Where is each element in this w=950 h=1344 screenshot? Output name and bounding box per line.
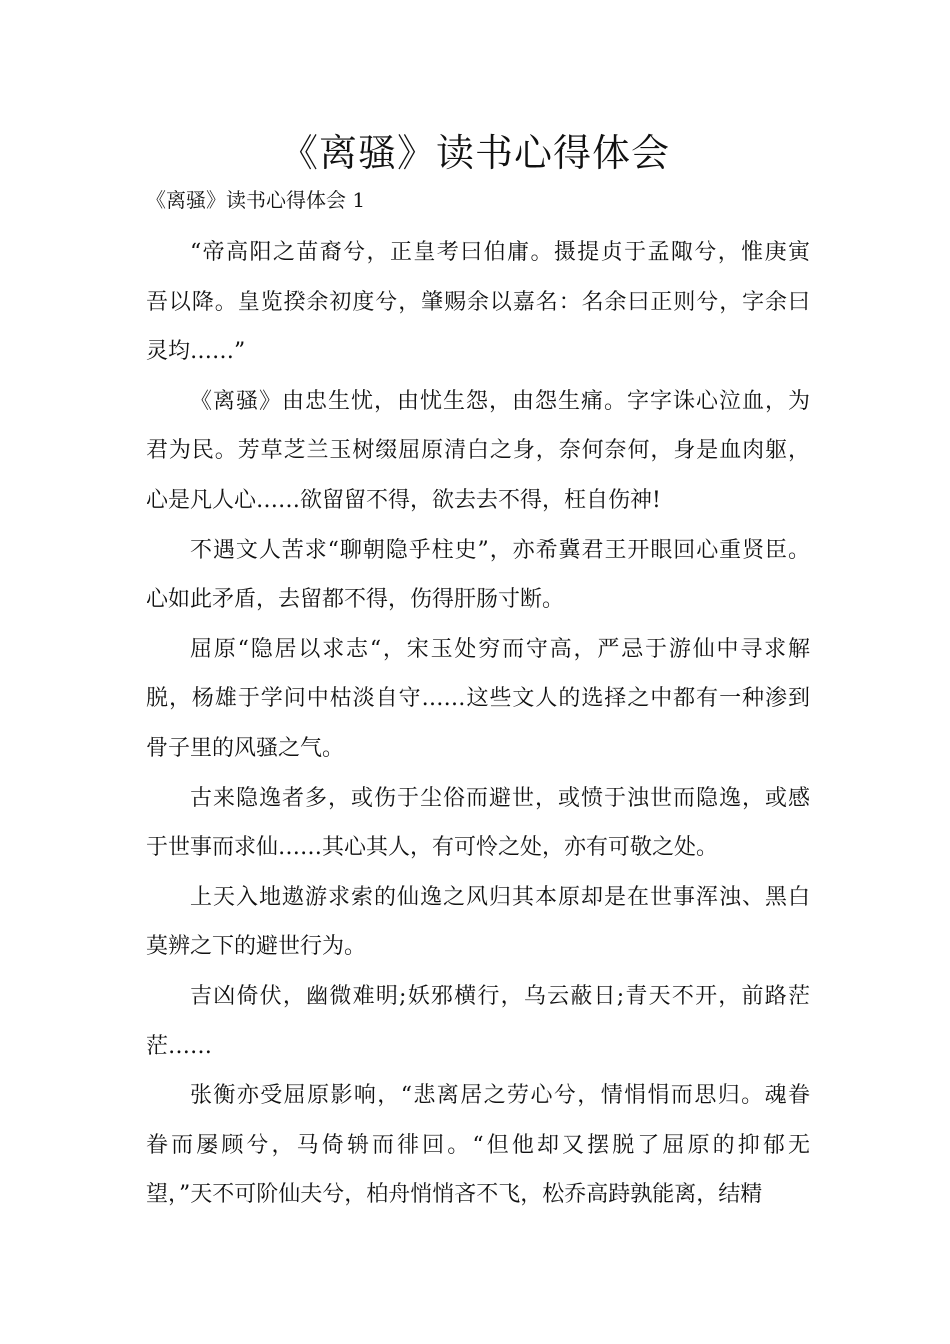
paragraph-line: 君为民。芳草芝兰玉树缀屈原清白之身，奈何奈何，身是血肉躯，	[146, 438, 810, 464]
paragraph-line: 心是凡人心……欲留留不得，欲去去不得，枉自伤神!	[146, 487, 661, 513]
paragraph-line: 屈原“隐居以求志“，宋玉处穷而守高，严忌于游仙中寻求解	[190, 636, 810, 662]
paragraph-line: 骨子里的风骚之气。	[146, 735, 345, 761]
paragraph-line: 眷而屡顾兮，马倚辀而徘回。“但他却又摆脱了屈原的抑郁无	[146, 1132, 810, 1158]
paragraph	[146, 774, 810, 873]
document-body	[146, 228, 810, 1220]
paragraph-line: 于世事而求仙……其心其人，有可怜之处，亦有可敬之处。	[146, 835, 719, 861]
paragraph-line: 脱，杨雄于学问中枯淡自守……这些文人的选择之中都有一种渗到	[146, 686, 810, 712]
paragraph-line: 张衡亦受屈原影响，“悲离居之劳心兮，情悁悁而思归。魂眷	[190, 1083, 810, 1109]
paragraph	[146, 873, 810, 972]
paragraph-line: 吾以降。皇览揆余初度兮，肇赐余以嘉名：名余曰正则兮，字余曰	[146, 289, 810, 315]
paragraph-line: 古来隐逸者多，或伤于尘俗而避世，或愤于浊世而隐逸，或感	[190, 785, 810, 811]
paragraph-line: “帝高阳之苗裔兮，正皇考曰伯庸。摄提贞于孟陬兮，惟庚寅	[190, 240, 810, 265]
document-subtitle: 《离骚》读书心得体会 1	[146, 188, 366, 212]
document-title: 《离骚》读书心得体会	[279, 131, 670, 175]
paragraph	[146, 526, 810, 625]
paragraph-line: 上天入地遨游求索的仙逸之风归其本原却是在世事浑浊、黑白	[190, 884, 810, 910]
paragraph-line: 不遇文人苦求“聊朝隐乎柱史”，亦希冀君王开眼回心重贤臣。	[190, 537, 810, 563]
paragraph-line: 《离骚》由忠生忧，由忧生怨，由怨生痛。字字诛心泣血，为	[190, 388, 810, 414]
paragraph-line: 灵均……”	[146, 339, 246, 365]
paragraph-line: 心如此矛盾，去留都不得，伤得肝肠寸断。	[146, 587, 565, 613]
paragraph	[146, 228, 810, 377]
paragraph	[146, 1071, 810, 1220]
paragraph	[146, 625, 810, 774]
paragraph	[146, 972, 810, 1071]
paragraph-line: 吉凶倚伏，幽微难明;妖邪横行，乌云蔽日;青天不开，前路茫	[190, 983, 810, 1009]
paragraph-line: 茫……	[146, 1033, 213, 1059]
paragraph	[146, 377, 810, 526]
paragraph-line: 望，”天不可阶仙夫兮，柏舟悄悄吝不飞，松乔高跱孰能离，结精	[146, 1182, 763, 1208]
paragraph-line: 莫辨之下的避世行为。	[146, 934, 367, 960]
